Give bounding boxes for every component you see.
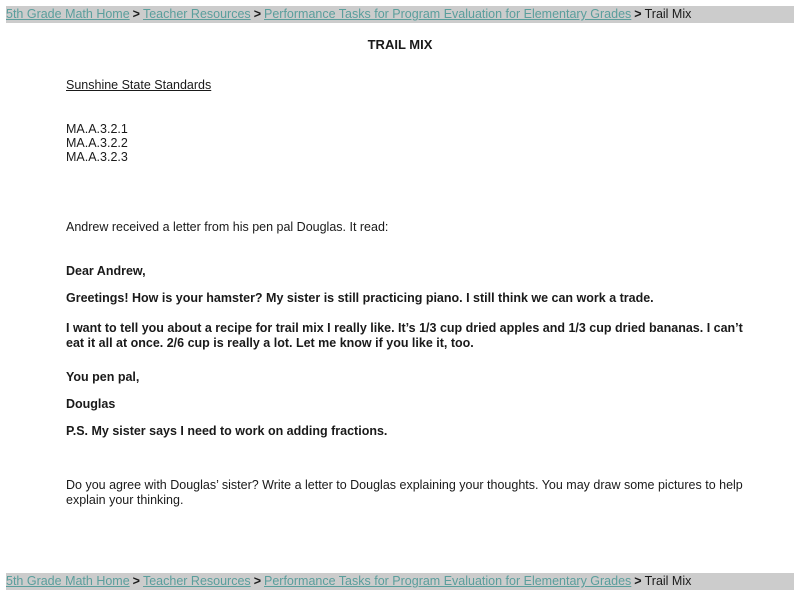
- breadcrumb-separator: >: [253, 7, 261, 21]
- letter-paragraph-2: I want to tell you about a recipe for trail mix I really like. It’s 1/3 cup dried apples and 1/3 cup dried bananas. I can’t eat it all at once. 2/6 cup is really a lot. Let me know if you like it, too.: [66, 321, 743, 350]
- standards-heading: Sunshine State Standards: [66, 78, 212, 92]
- breadcrumb-current: Trail Mix: [644, 7, 692, 21]
- letter-postscript: P.S. My sister says I need to work on adding fractions.: [66, 424, 388, 438]
- breadcrumb-link-performance-tasks[interactable]: Performance Tasks for Program Evaluation for Elementary Grades: [264, 574, 632, 588]
- breadcrumb-link-teacher-resources[interactable]: Teacher Resources: [142, 574, 251, 588]
- breadcrumb-link-math-home[interactable]: 5th Grade Math Home: [6, 574, 130, 588]
- standard-item: MA.A.3.2.1: [66, 122, 128, 136]
- page-title: TRAIL MIX: [367, 37, 433, 52]
- standard-item: MA.A.3.2.3: [66, 150, 128, 164]
- breadcrumb-current: Trail Mix: [644, 574, 692, 588]
- breadcrumb-separator: >: [132, 7, 140, 21]
- breadcrumb-separator: >: [253, 574, 261, 588]
- breadcrumb-separator: >: [634, 7, 642, 21]
- breadcrumb-separator: >: [132, 574, 140, 588]
- breadcrumb-link-teacher-resources[interactable]: Teacher Resources: [142, 7, 251, 21]
- standard-item: MA.A.3.2.2: [66, 136, 128, 150]
- breadcrumb-separator: >: [634, 574, 642, 588]
- task-question: Do you agree with Douglas’ sister? Write a letter to Douglas explaining your thoughts. You may draw some pictures to help explain your thinking.: [66, 478, 743, 507]
- breadcrumb-bottom: [6, 573, 794, 590]
- letter-signature: Douglas: [66, 397, 116, 411]
- breadcrumb-link-math-home[interactable]: 5th Grade Math Home: [6, 7, 130, 21]
- breadcrumb-top: [6, 6, 794, 23]
- intro-text: Andrew received a letter from his pen pal Douglas. It read:: [66, 220, 389, 234]
- letter-paragraph-1: Greetings! How is your hamster? My sister is still practicing piano. I still think we can work a trade.: [66, 291, 654, 305]
- letter-closing: You pen pal,: [66, 370, 140, 384]
- standards-list: [66, 122, 746, 164]
- letter-greeting: Dear Andrew,: [66, 264, 146, 278]
- breadcrumb-link-performance-tasks[interactable]: Performance Tasks for Program Evaluation for Elementary Grades: [264, 7, 632, 21]
